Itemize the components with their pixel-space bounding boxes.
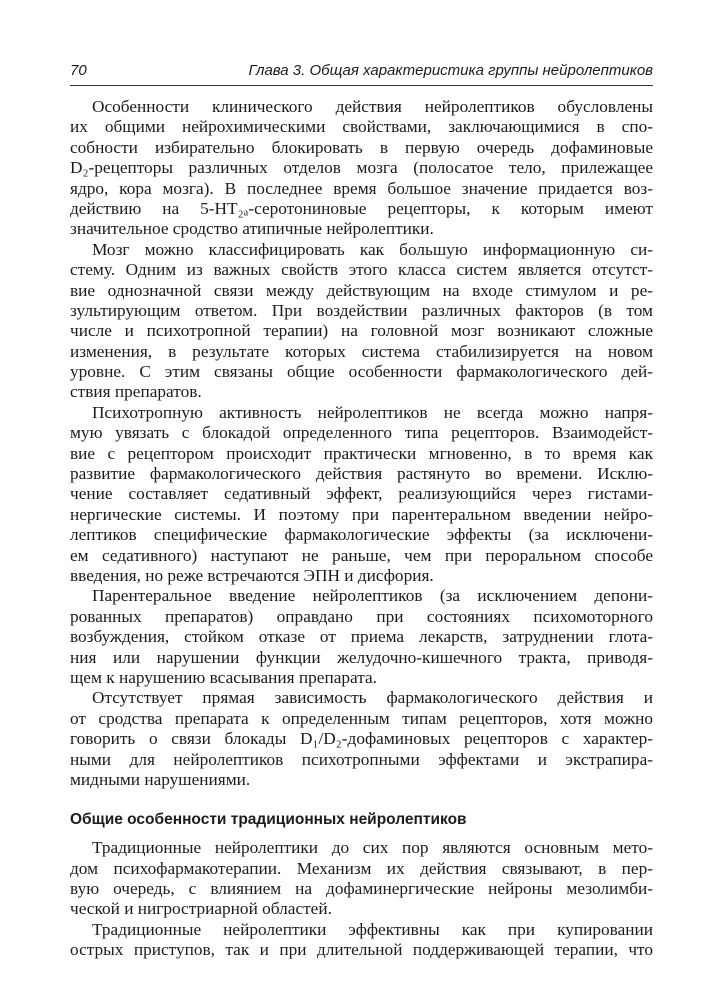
paragraph — [70, 240, 653, 403]
text-line: мидными нарушениями. — [70, 769, 251, 789]
paragraphs — [70, 97, 653, 790]
text-line: уровне. С этим связаны общие особенности фармакологического дей- — [70, 362, 653, 382]
text-line: ядро, кора мозга). В последнее время большое значение придается воз- — [70, 178, 653, 198]
text-line: мую увязать с блокадой определенного типа рецепторов. Взаимодейст- — [70, 423, 653, 443]
paragraph — [70, 403, 653, 587]
text-line: говорить о связи блокады D₁/D₂-дофаминовых рецепторов с характер- — [70, 729, 653, 749]
section-heading: Общие особенности традиционных нейролептиков — [70, 811, 467, 829]
page-header — [70, 62, 653, 84]
text-line: рованных препаратов) оправдано при состояниях психомоторного — [70, 606, 653, 626]
running-title: Глава 3. Общая характеристика группы нейролептиков — [248, 62, 653, 79]
text-line: лептиков специфические фармакологические эффекты (за исключени- — [70, 525, 653, 545]
text-line: Отсутствует прямая зависимость фармакологического действия и — [92, 688, 653, 708]
text-line: вую очередь, с влиянием на дофаминергические нейроны мезолимби- — [70, 879, 653, 899]
paragraph — [70, 920, 653, 961]
text-line: чение составляет седативный эффект, реализующийся через гистами- — [70, 484, 653, 504]
header-rule — [70, 85, 653, 86]
text-line: Традиционные нейролептики эффективны как при купировании — [92, 919, 653, 939]
text-line: Особенности клинического действия нейролептиков обусловлены — [92, 97, 653, 116]
text-line: вие однозначной связи между действующим на входе стимулом и ре- — [70, 280, 653, 300]
page-body — [70, 97, 653, 961]
text-line: числе и психотропной терапии) на головной мозг возникают сложные — [70, 321, 653, 341]
text-line: возбуждения, стойком отказе от приема лекарств, затруднении глота- — [70, 627, 653, 647]
text-line: Традиционные нейролептики до сих пор являются основным мето- — [92, 838, 653, 858]
text-line: Мозг можно классифицировать как большую информационную си- — [92, 239, 653, 259]
text-line: вие с рецептором происходит практически мгновенно, в то время как — [70, 443, 653, 463]
text-line: ными для нейролептиков психотропными эффектами и экстрапира- — [70, 749, 653, 769]
text-line: ния или нарушении функции желудочно-кишечного тракта, приводя- — [70, 647, 653, 667]
text-line: ем седативного) наступают не раньше, чем при пероральном способе — [70, 545, 653, 565]
text-line: действию на 5-HT₂ₐ-серотониновые рецепторы, к которым имеют — [70, 198, 653, 218]
text-line: Психотропную активность нейролептиков не всегда можно напря- — [92, 402, 653, 422]
text-line: развитие фармакологического действия растянуто во времени. Исклю- — [70, 464, 653, 484]
paragraph — [70, 838, 653, 920]
text-line: их общими нейрохимическими свойствами, заключающимися в спо- — [70, 117, 653, 137]
text-line: ческой и нигростриарной областей. — [70, 899, 332, 919]
text-line: нергические системы. И поэтому при парентеральном введении нейро- — [70, 504, 653, 524]
text-line: изменения, в результате которых система стабилизируется на новом — [70, 341, 653, 361]
text-line: D₂-рецепторы различных отделов мозга (полосатое тело, прилежащее — [70, 158, 653, 178]
paragraph — [70, 97, 653, 240]
paragraph — [70, 688, 653, 790]
text-line: стему. Одним из важных свойств этого класса систем является отсутст- — [70, 260, 653, 280]
text-line: собности избирательно блокировать в первую очередь дофаминовые — [70, 137, 653, 157]
text-line: значительное сродство атипичные нейролептики. — [70, 219, 434, 239]
text-line: ствия препаратов. — [70, 382, 202, 402]
text-line: острых приступов, так и при длительной поддерживающей терапии, что — [70, 940, 653, 960]
paragraph — [70, 586, 653, 688]
text-line: Парентеральное введение нейролептиков (за исключением депони- — [92, 586, 653, 606]
text-line: щем к нарушению всасывания препарата. — [70, 667, 377, 687]
section-paragraphs — [70, 838, 653, 960]
text-line: от сродства препарата к определенным типам рецепторов, хотя можно — [70, 708, 653, 728]
page-number: 70 — [70, 62, 87, 79]
text-line: введения, но реже встречаются ЭПН и дисфория. — [70, 565, 434, 585]
text-line: дом психофармакотерапии. Механизм их действия связывают, в пер- — [70, 858, 653, 878]
text-line: зультирующим ответом. При воздействии различных факторов (в том — [70, 300, 653, 320]
